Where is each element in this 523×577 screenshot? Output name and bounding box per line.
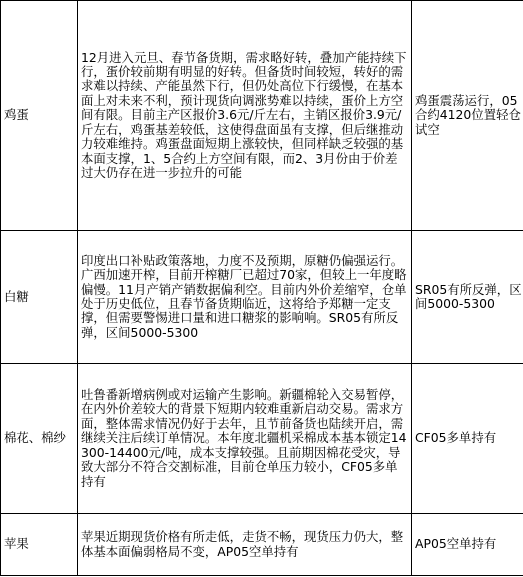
market-analysis: 苹果近期现货价格有所走低，走货不畅，现货压力仍大，整体基本面偏弱格局不变，AP05空单持有	[78, 514, 412, 576]
commodity-name: 鸡蛋	[1, 1, 78, 231]
commodity-name: 棉花、棉纱	[1, 364, 78, 514]
table-row-cotton	[1, 364, 523, 514]
table-row-sugar	[1, 231, 523, 364]
commodity-name: 白糖	[1, 231, 78, 364]
market-analysis: 12月进入元旦、春节备货期，需求略好转，叠加产能持续下行，蛋价较前期有明显的好转。但备货时间较短，转好的需求难以持续、产能虽然下行，但仍处高位下行缓慢，在基本面上对未来不利，预计现货向调涨势难以持续，蛋价上方空间有限。目前主产区报价3.6元/斤左右，主销区报价3.9元/斤左右，鸡蛋基差较低，这使得盘面虽有支撑，但后继推动力较难维持。鸡蛋盘面短期上涨较快，但同样缺乏较强的基本面支撑，1、5合约上方空间有限，而2、3月份由于价差过大仍存在进一步拉升的可能	[78, 1, 412, 231]
trading-strategy: AP05空单持有	[412, 514, 523, 576]
trading-strategy: SR05有所反弹，区间5000-5300	[412, 231, 523, 364]
market-analysis: 吐鲁番新增病例或对运输产生影响。新疆棉轮入交易暂停，在内外价差较大的背景下短期内较难重新启动交易。需求方面，整体需求情况仍好于去年，且节前备货也陆续开启，需继续关注后续订单情况。本年度北疆机采棉成本基本锁定14300-14400元/吨，成本支撑较强。且前期因棉花受灾，导致大部分不符合交割标准，目前仓单压力较小，CF05多单持有	[78, 364, 412, 514]
trading-strategy: 鸡蛋震荡运行，05合约4120位置轻仓试空	[412, 1, 523, 231]
market-analysis: 印度出口补贴政策落地，力度不及预期，原糖仍偏强运行。广西加速开榨，目前开榨糖厂已超过70家，但较上一年度略偏慢。11月产销产销数据偏利空。目前内外价差缩窄，仓单处于历史低位，且春节备货期临近，这将给予郑糖一定支撑，但需要警惕进口量和进口糖浆的影响响。SR05有所反弹，区间5000-5300	[78, 231, 412, 364]
commodity-name: 苹果	[1, 514, 78, 576]
table-row-apple	[1, 514, 523, 576]
table-row-egg	[1, 1, 523, 231]
trading-strategy: CF05多单持有	[412, 364, 523, 514]
